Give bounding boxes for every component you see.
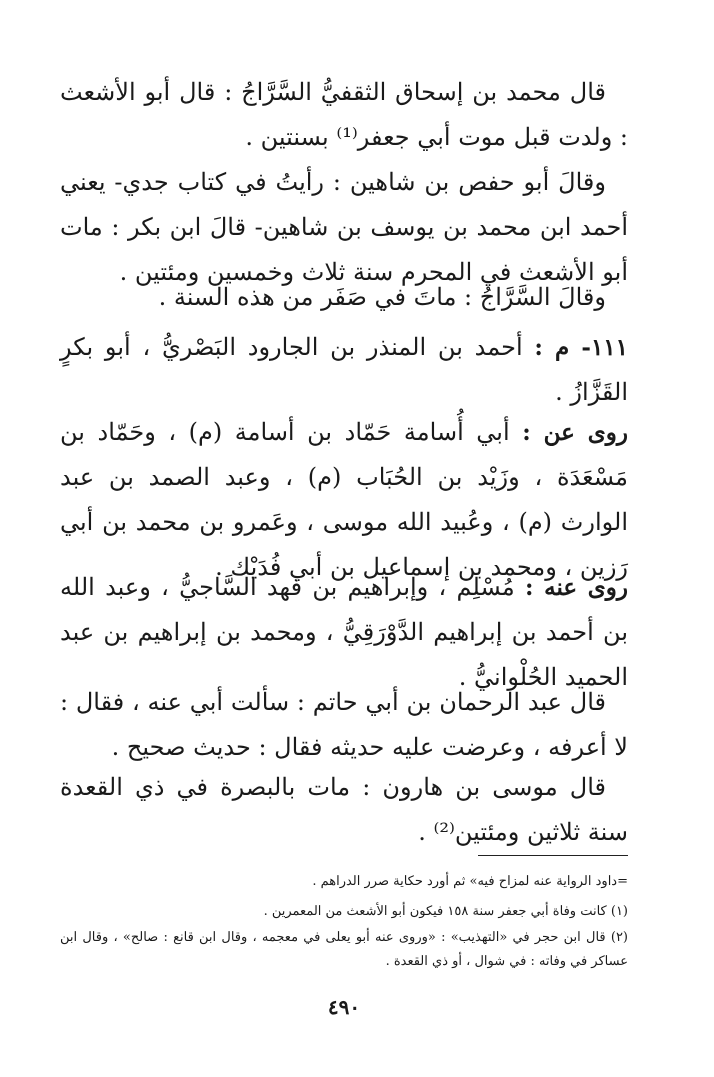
footnote-1: (١) كانت وفاة أبي جعفر سنة ١٥٨ فيكون أبو الأشعث من المعمرين . (263, 904, 628, 919)
paragraph-sarraj-death (60, 275, 628, 320)
paragraph-musa-death (60, 765, 628, 855)
paragraph-text: قال موسى بن هارون : مات بالبصرة في ذي القعدة سنة ثلاثين ومئتين⁽²⁾ . (60, 773, 628, 846)
footnote-separator (478, 855, 628, 856)
paragraph-text: قال عبد الرحمان بن أبي حاتم : سألت أبي عنه ، فقال : لا أعرفه ، وعرضت عليه حديثه فقال : حديث صحيح . (60, 688, 628, 761)
entry-number: ١١١- م : (534, 334, 628, 361)
page-body (60, 0, 628, 1077)
entry-name: أحمد بن المنذر بن الجارود البَصْريُّ ، أبو بكرٍ القَزَّازُ . (60, 333, 628, 406)
narrated-by-label: روى عنه : (525, 574, 628, 601)
footnote-continuation: =داود الرواية عنه لمزاح فيه» ثم أورد حكاية صرر الدراهم . (312, 874, 628, 889)
page-number: ٤٩٠ (327, 995, 361, 1019)
biography-entry-heading (60, 325, 628, 415)
paragraph-text: قال محمد بن إسحاق الثقفيُّ السَّرَّاجُ : قال أبو الأشعث : ولدت قبل موت أبي جعفر⁽¹⁾ بسنتين . (60, 78, 628, 151)
narrated-from-section (60, 410, 628, 590)
narrated-from-label: روى عن : (522, 419, 629, 446)
paragraph-text: وقالَ أبو حفص بن شاهين : رأيتُ في كتاب جدي- يعني أحمد ابن محمد بن يوسف بن شاهين- قالَ ابن بكر : مات أبو الأشعث في المحرم سنة ثلاث وخمسين ومئتين . (60, 168, 628, 286)
paragraph-sarraj-birth (60, 70, 628, 160)
footnote-2: (٢) قال ابن حجر في «التهذيب» : «وروى عنه أبو يعلى في معجمه ، وقال ابن قانع : صالح» ، وقال ابن عساكر في وفاته : في شوال ، أو ذي القعدة . (60, 930, 628, 969)
narrated-from-text: أبي أُسامة حَمّاد بن أسامة (م) ، وحَمّاد بن مَسْعَدَة ، وزَيْد بن الحُبَاب (م) ، وعبد الصمد بن عبد الوارث (م) ، وعُبيد الله موسى ، وعَمرو بن محمد بن أبي رَزين ، ومحمد بن إسماعيل بن أبي فُدَيْك . (60, 418, 628, 581)
narrated-by-text: مُسْلِم ، وإبراهيم بن فهد السَّاجيُّ ، وعبد الله بن أحمد بن إبراهيم الدَّوْرَقِيُّ ، ومحمد بن إبراهيم بن عبد الحميد الحُلْوانيُّ . (60, 573, 628, 691)
paragraph-abi-hatim (60, 680, 628, 770)
paragraph-text: وقالَ السَّرَّاجُ : ماتَ في صَفَر من هذه السنة . (158, 283, 606, 311)
